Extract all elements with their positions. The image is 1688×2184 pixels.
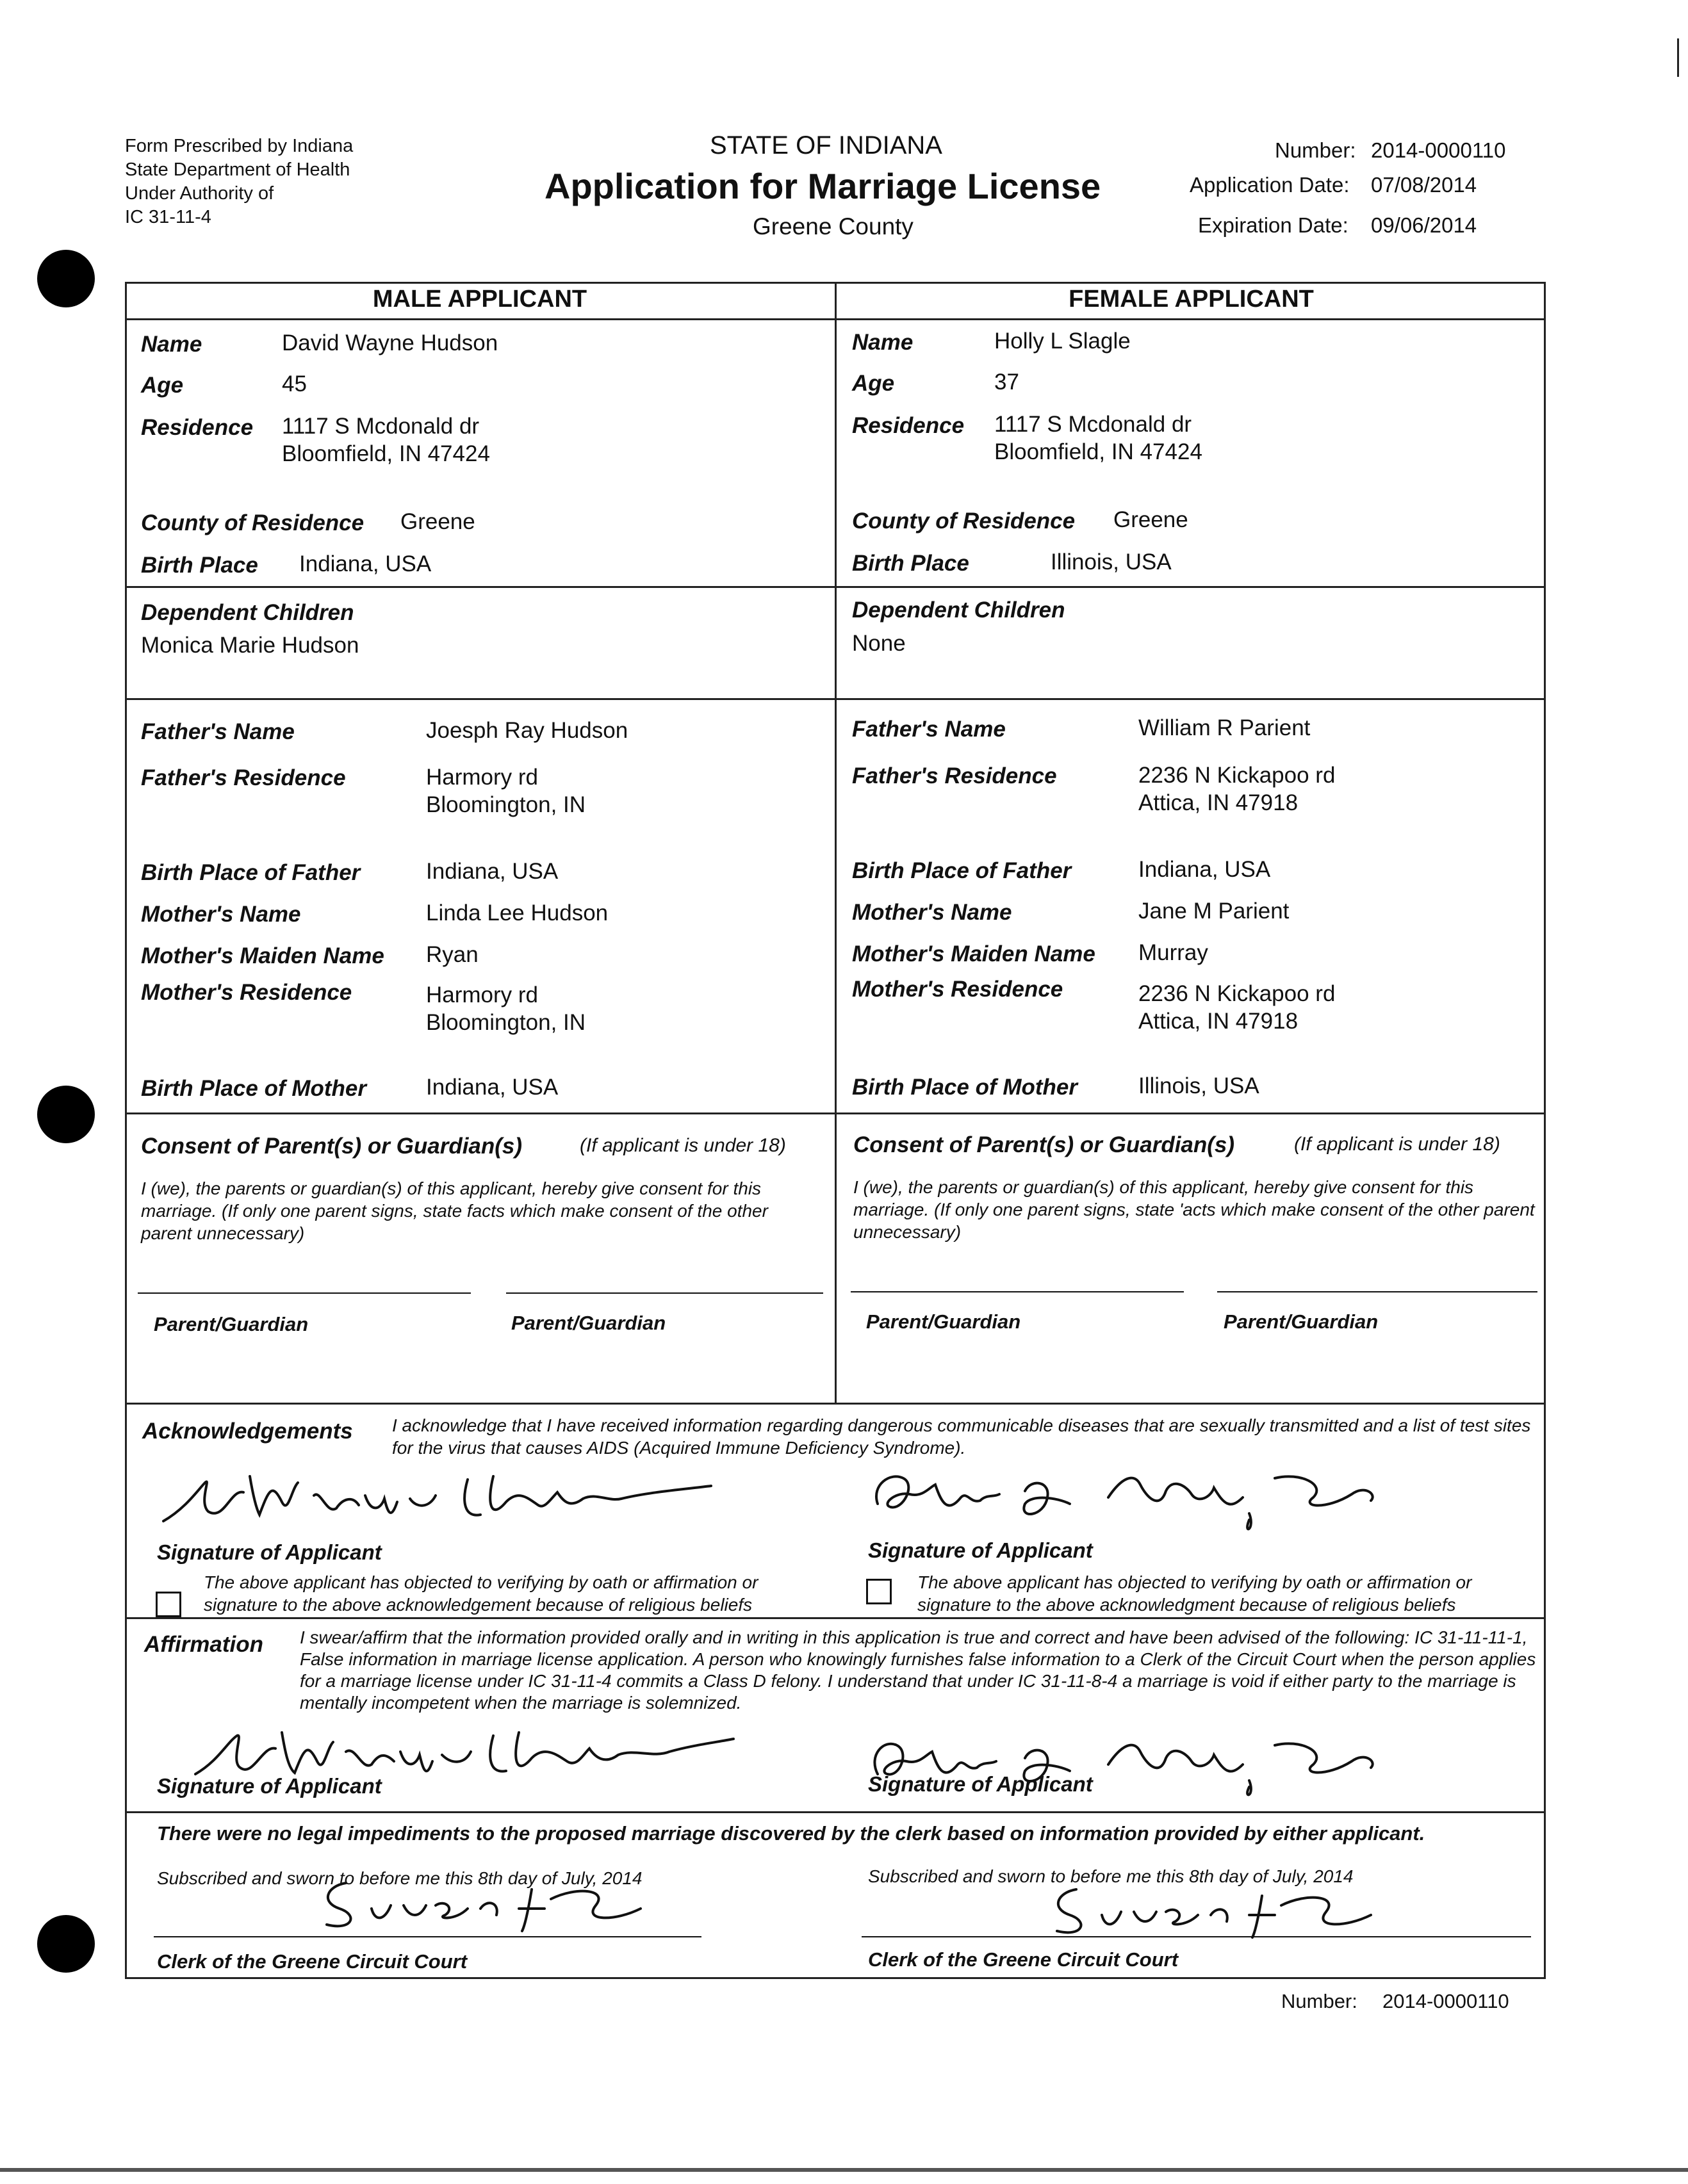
no-impediments-statement: There were no legal impediments to the proposed marriage discovered by the clerk based on information provided by either applicant. (157, 1822, 1425, 1845)
male-age-label: Age (141, 373, 184, 398)
male-birth-place-father-label: Birth Place of Father (141, 860, 361, 885)
footer-number-label: Number: (1281, 1990, 1357, 2012)
female-fathers-residence-label: Father's Residence (852, 763, 1057, 788)
female-signature-of-applicant-label-aff: Signature of Applicant (868, 1772, 1093, 1796)
female-age-label: Age (852, 371, 895, 396)
male-dependent-children-label: Dependent Children (141, 600, 354, 625)
female-residence: 1117 S Mcdonald dr Bloomfield, IN 47424 (994, 412, 1202, 464)
male-fathers-residence: Harmory rd Bloomington, IN (426, 765, 586, 817)
male-residence-label: Residence (141, 415, 254, 440)
punch-hole (37, 1086, 95, 1143)
male-clerk-signature-line[interactable] (154, 1936, 701, 1937)
female-age: 37 (994, 370, 1019, 395)
acknowledgements-text: I acknowledge that I have received information regarding dangerous communicable diseases that are sexually transmitted and a list of test sites for the virus that causes AIDS (Acquired Immune Deficiency Syndrome). (392, 1415, 1531, 1458)
male-objection-text: The above applicant has objected to verifying by oath or affirmation or signature to the above acknowledgement because of religious beliefs (204, 1572, 758, 1615)
male-county: Greene (400, 509, 475, 534)
affirmation-text: I swear/affirm that the information provided orally and in writing in this application is true and correct and have been advised of the following: IC 31-11-11-1, False information in marriage license application. A person who knowingly furnishes false information to a Clerk of the Circuit Court when the person applies for a marriage license under IC 31-11-4 commits a Class D felony. I understand that under IC 31-11-8-4 a marriage is void if either party to the marriage is mentally incompetent when the marriage is solemnized. (300, 1627, 1536, 1713)
male-birth-place: Indiana, USA (299, 551, 432, 576)
female-parent-signature-line-2[interactable] (1217, 1291, 1537, 1292)
female-county: Greene (1113, 507, 1188, 532)
male-subscribed-text: Subscribed and sworn to before me this 8th day of July, 2014 (157, 1868, 643, 1888)
scan-bottom-edge (0, 2168, 1688, 2172)
male-parent-guardian-label-1: Parent/Guardian (154, 1313, 309, 1335)
female-consent-title: Consent of Parent(s) or Guardian(s) (853, 1132, 1235, 1157)
female-name: Holly L Slagle (994, 329, 1131, 354)
scan-edge-artifact (1677, 38, 1679, 77)
male-consent-title: Consent of Parent(s) or Guardian(s) (141, 1134, 523, 1159)
female-fathers-name-label: Father's Name (852, 717, 1006, 742)
female-mothers-residence: 2236 N Kickapoo rd Attica, IN 47918 (1138, 981, 1336, 1034)
male-residence: 1117 S Mcdonald dr Bloomfield, IN 47424 (282, 414, 490, 466)
male-dependent-children: Monica Marie Hudson (141, 633, 359, 658)
female-consent-text: I (we), the parents or guardian(s) of this applicant, hereby give consent for this marriage. (If only one parent signs, state 'acts which make consent of the other parent unnecessary) (853, 1177, 1535, 1242)
female-religious-objection-checkbox[interactable] (866, 1579, 892, 1604)
female-mothers-maiden: Murray (1138, 940, 1208, 965)
female-name-label: Name (852, 330, 914, 355)
female-parent-guardian-label-1: Parent/Guardian (866, 1310, 1021, 1333)
male-mothers-residence: Harmory rd Bloomington, IN (426, 982, 586, 1035)
male-parent-signature-line-1[interactable] (138, 1292, 471, 1294)
male-signature-of-applicant-label-ack: Signature of Applicant (157, 1540, 382, 1564)
clerk-signature-female (1038, 1873, 1397, 1944)
female-mothers-name-label: Mother's Name (852, 900, 1012, 925)
female-mothers-name: Jane M Parient (1138, 899, 1290, 924)
female-clerk-signature-line[interactable] (862, 1936, 1531, 1937)
female-residence-label: Residence (852, 413, 965, 438)
male-fathers-name: Joesph Ray Hudson (426, 718, 628, 743)
male-applicant-signature-ack (160, 1463, 724, 1528)
female-parent-signature-line-1[interactable] (851, 1291, 1184, 1292)
female-dependent-children-label: Dependent Children (852, 598, 1065, 623)
application-date: 07/08/2014 (1371, 173, 1477, 197)
footer-number: 2014-0000110 (1382, 1990, 1509, 2012)
female-fathers-name: William R Parient (1138, 715, 1311, 740)
female-county-label: County of Residence (852, 509, 1076, 534)
form-prescribed-note: Form Prescribed by Indiana State Department of Health Under Authority of IC 31-11-4 (125, 136, 354, 227)
male-parent-signature-line-2[interactable] (506, 1292, 823, 1294)
male-birth-place-father: Indiana, USA (426, 859, 559, 884)
number-label: Number: (1275, 138, 1356, 162)
female-signature-of-applicant-label-ack: Signature of Applicant (868, 1538, 1093, 1562)
female-parent-guardian-label-2: Parent/Guardian (1224, 1310, 1379, 1333)
male-mothers-name-label: Mother's Name (141, 902, 301, 927)
female-birth-place: Illinois, USA (1051, 550, 1172, 575)
female-birth-place-father: Indiana, USA (1138, 857, 1271, 882)
male-parent-guardian-label-2: Parent/Guardian (511, 1312, 666, 1334)
expiration-date: 09/06/2014 (1371, 213, 1477, 237)
male-mothers-maiden-label: Mother's Maiden Name (141, 943, 384, 968)
male-name-label: Name (141, 332, 202, 357)
male-signature-of-applicant-label-aff: Signature of Applicant (157, 1774, 382, 1798)
male-age: 45 (282, 371, 307, 396)
female-birth-place-mother: Illinois, USA (1138, 1073, 1259, 1098)
page-title: Application for Marriage License (545, 166, 1101, 206)
male-name: David Wayne Hudson (282, 330, 498, 355)
acknowledgements-heading: Acknowledgements (142, 1419, 353, 1444)
female-birth-place-label: Birth Place (852, 551, 969, 576)
male-fathers-name-label: Father's Name (141, 719, 295, 744)
male-fathers-residence-label: Father's Residence (141, 765, 346, 790)
female-mothers-maiden-label: Mother's Maiden Name (852, 941, 1095, 966)
male-applicant-heading: MALE APPLICANT (372, 286, 587, 313)
female-clerk-label: Clerk of the Greene Circuit Court (868, 1948, 1179, 1971)
female-birth-place-mother-label: Birth Place of Mother (852, 1075, 1078, 1100)
license-number: 2014-0000110 (1371, 138, 1506, 162)
male-consent-note: (If applicant is under 18) (580, 1135, 786, 1156)
female-objection-text: The above applicant has objected to verifying by oath or affirmation or signature to the above acknowledgment because of religious beliefs (917, 1572, 1472, 1615)
male-consent-text: I (we), the parents or guardian(s) of this applicant, hereby give consent for this marriage. (If only one parent signs, state facts which make consent of the other parent unnecessary) (141, 1178, 768, 1243)
female-birth-place-father-label: Birth Place of Father (852, 858, 1072, 883)
male-religious-objection-checkbox[interactable] (156, 1592, 181, 1617)
male-mothers-name: Linda Lee Hudson (426, 900, 609, 925)
female-applicant-signature-ack (865, 1459, 1409, 1536)
clerk-signature-male (307, 1870, 666, 1941)
application-date-label: Application Date: (1190, 173, 1350, 197)
male-county-label: County of Residence (141, 510, 365, 535)
state-heading: STATE OF INDIANA (710, 131, 942, 159)
female-applicant-heading: FEMALE APPLICANT (1069, 286, 1314, 313)
male-mothers-maiden: Ryan (426, 942, 479, 967)
punch-hole (37, 250, 95, 307)
male-mothers-residence-label: Mother's Residence (141, 980, 352, 1005)
male-clerk-label: Clerk of the Greene Circuit Court (157, 1950, 468, 1973)
female-consent-note: (If applicant is under 18) (1294, 1134, 1500, 1155)
punch-hole (37, 1915, 95, 1973)
female-subscribed-text: Subscribed and sworn to before me this 8th day of July, 2014 (868, 1866, 1354, 1886)
affirmation-heading: Affirmation (144, 1632, 264, 1657)
county-heading: Greene County (753, 213, 914, 240)
expiration-date-label: Expiration Date: (1198, 213, 1348, 237)
female-fathers-residence: 2236 N Kickapoo rd Attica, IN 47918 (1138, 763, 1336, 815)
female-mothers-residence-label: Mother's Residence (852, 977, 1063, 1002)
male-birth-place-mother-label: Birth Place of Mother (141, 1076, 366, 1101)
male-birth-place-mother: Indiana, USA (426, 1075, 559, 1100)
female-dependent-children: None (852, 631, 906, 656)
male-birth-place-label: Birth Place (141, 553, 258, 578)
